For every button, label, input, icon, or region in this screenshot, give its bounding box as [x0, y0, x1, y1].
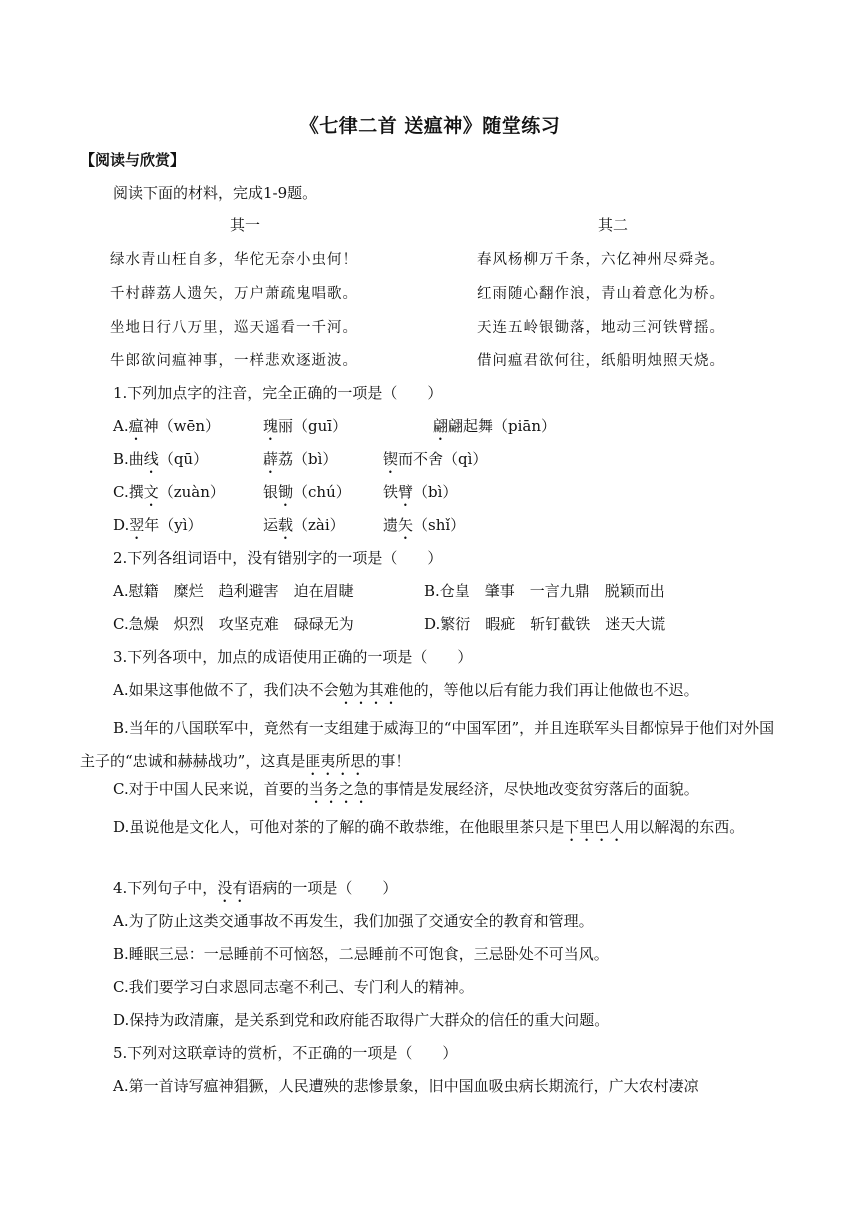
poem2-line: 红雨随心翻作浪，青山着意化为桥。 [477, 286, 725, 302]
q3-option-b [80, 712, 780, 779]
dotted-char: 翩 [433, 417, 449, 435]
text: （bì） [413, 483, 458, 501]
text: 运 [263, 516, 279, 534]
text: 荔（bì） [278, 450, 338, 468]
poem2-line: 借问瘟君欲何往，纸船明烛照天烧。 [477, 353, 725, 369]
page-title: 《七律二首 送瘟神》随堂练习 [299, 115, 561, 137]
dotted-char: 锄 [278, 483, 294, 501]
q5-option-a: A.第一首诗写瘟神猖獗，人民遭殃的悲惨景象，旧中国血吸虫病长期流行，广大农村凄凉 [113, 1077, 699, 1095]
text: D. [113, 516, 130, 534]
text: A.如果这事他做不了，我们决不会 [113, 681, 339, 699]
text: 年（yì） [144, 516, 203, 534]
text: （shǐ） [413, 516, 466, 534]
q3-option-c [113, 778, 699, 807]
q4-option-c: C.我们要学习白求恩同志毫不利己、专门利人的精神。 [113, 978, 474, 996]
text: D.虽说他是文化人，可他对茶的了解的确不敢恭维，在他眼里茶只是 [113, 818, 565, 836]
text: A. [113, 417, 129, 435]
text: 的事情是发展经济，尽快地改变贫穷落后的面貌。 [368, 780, 699, 798]
dotted-char: 文 [143, 483, 159, 501]
text: 遗 [383, 516, 399, 534]
question-5-stem: 5.下列对这联章诗的赏析，不正确的一项是（ ） [113, 1044, 458, 1062]
q3-option-d [80, 811, 780, 845]
text: B.当年的八国联军中，竟然有一支组建于威海卫的“中国军团”，并且连联军头目都惊异于他们对外国主子的“忠诚和赫赫战功”，这真是 [80, 719, 775, 770]
text: 而不舍（qì） [398, 450, 488, 468]
q3-option-a [113, 679, 699, 708]
section-heading: 【阅读与欣赏】 [80, 151, 186, 169]
dotted-idiom: 匪夷所思 [305, 752, 366, 770]
instruction: 阅读下面的材料，完成1-9题。 [113, 184, 318, 202]
text: 丽（guī） [278, 417, 348, 435]
text: C.撰 [113, 483, 144, 501]
text: 神（wēn） [143, 417, 221, 435]
question-4-stem [113, 877, 397, 906]
q4-option-d: D.保持为政清廉，是关系到党和政府能否取得广大群众的信任的重大问题。 [113, 1011, 610, 1029]
q1-option-a [113, 415, 556, 444]
text: （chú） [293, 483, 351, 501]
text: （zài） [293, 516, 345, 534]
q4-option-b: B.睡眠三忌：一忌睡前不可恼怒，二忌睡前不可饱食，三忌卧处不可当风。 [113, 945, 609, 963]
poem2-heading: 其二 [598, 216, 629, 234]
question-1-stem: 1.下列加点字的注音，完全正确的一项是（ ） [113, 384, 443, 402]
dotted-char: 载 [278, 516, 294, 534]
text: （qū） [158, 450, 209, 468]
poem1-line: 牛郎欲问瘟神事，一样悲欢逐逝波。 [110, 353, 358, 369]
text: 语病的一项是（ ） [247, 879, 398, 897]
dotted-char: 翌 [129, 516, 145, 534]
poem2-line: 春风杨柳万千条，六亿神州尽舜尧。 [477, 252, 725, 268]
q1-option-c [113, 481, 457, 510]
poem1-line: 绿水青山枉自多，华佗无奈小虫何！ [110, 252, 358, 268]
text: 铁 [383, 483, 399, 501]
text: 他的，等他以后有能力我们再让他做也不迟。 [398, 681, 699, 699]
dotted-char: 臂 [398, 483, 414, 501]
dotted-idiom: 勉为其难 [338, 681, 399, 699]
dotted-char: 瑰 [263, 417, 279, 435]
text: （zuàn） [158, 483, 225, 501]
text: 的事！ [365, 752, 411, 770]
q1-option-b [113, 448, 487, 477]
q2-option-b: B.仓皇 肇事 一言九鼎 脱颖而出 [424, 582, 665, 600]
question-2-stem: 2.下列各组词语中，没有错别字的一项是（ ） [113, 549, 443, 567]
dotted-word: 没有 [217, 879, 248, 897]
dotted-char: 薜 [263, 450, 279, 468]
text: 银 [263, 483, 279, 501]
dotted-char: 矢 [398, 516, 414, 534]
dotted-char: 锲 [383, 450, 399, 468]
text: 翩起舞（piān） [448, 417, 557, 435]
text: 用以解渴的东西。 [624, 818, 745, 836]
text: 4.下列句子中， [113, 879, 218, 897]
dotted-char: 瘟 [128, 417, 144, 435]
q2-option-d: D.繁衍 暇疵 斩钉截铁 迷天大谎 [424, 615, 666, 633]
q4-option-a: A.为了防止这类交通事故不再发生，我们加强了交通安全的教育和管理。 [113, 912, 594, 930]
dotted-idiom: 下里巴人 [564, 818, 625, 836]
text: B.曲 [113, 450, 144, 468]
dotted-idiom: 当务之急 [308, 780, 369, 798]
dotted-char: 线 [143, 450, 159, 468]
poem1-line: 坐地日行八万里，巡天遥看一千河。 [110, 320, 358, 336]
poem1-line: 千村薜荔人遗矢，万户萧疏鬼唱歌。 [110, 286, 358, 302]
q2-option-a: A.慰籍 糜烂 趋利避害 迫在眉睫 [113, 582, 354, 600]
q2-option-c: C.急燥 炽烈 攻坚克难 碌碌无为 [113, 615, 354, 633]
text: C.对于中国人民来说，首要的 [113, 780, 309, 798]
question-3-stem: 3.下列各项中，加点的成语使用正确的一项是（ ） [113, 648, 473, 666]
poem1-heading: 其一 [230, 216, 261, 234]
q1-option-d [113, 514, 465, 543]
poem2-line: 天连五岭银锄落，地动三河铁臂摇。 [477, 320, 725, 336]
